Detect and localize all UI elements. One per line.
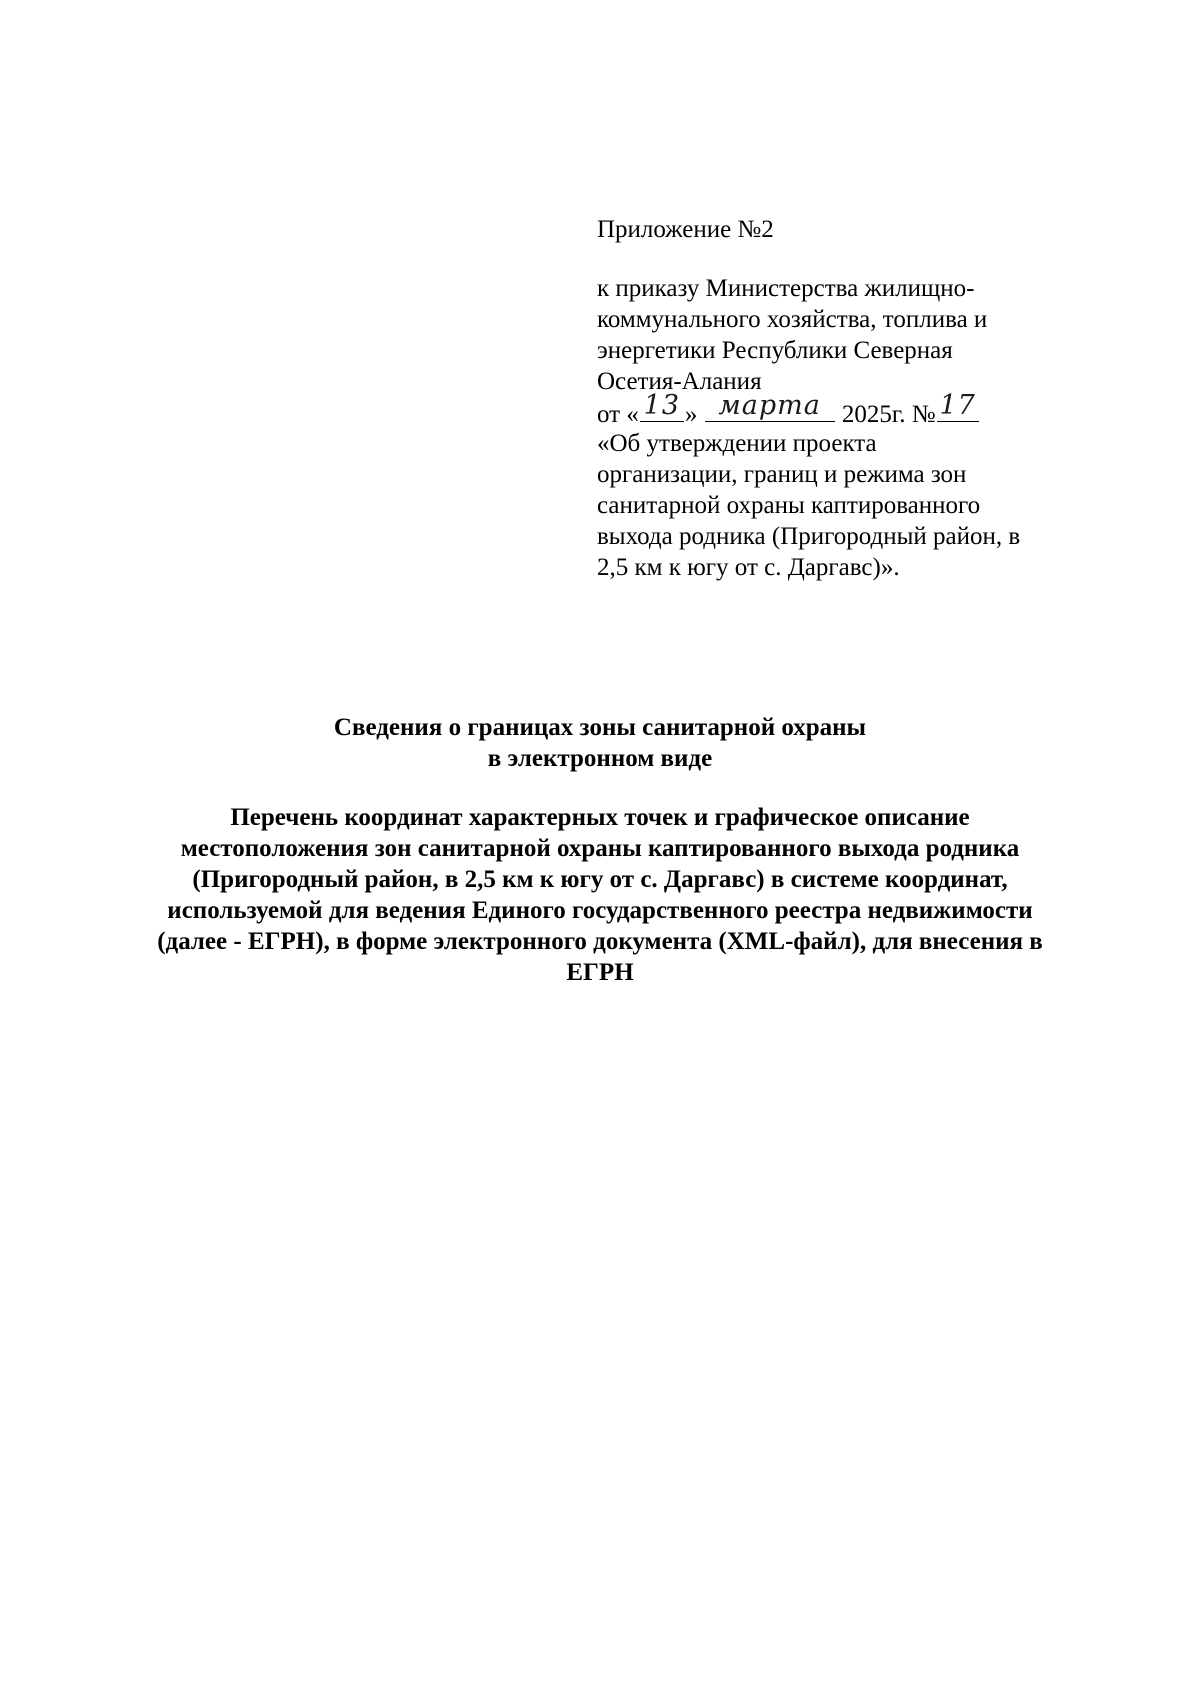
handwritten-number: 17 [939, 390, 976, 421]
section-title-line: Сведения о границах зоны санитарной охраны [333, 714, 867, 741]
section-subtitle-line: используемой для ведения Единого государственного реестра недвижимости [167, 897, 1033, 924]
order-reference-line: к приказу Министерства жилищно- [597, 275, 975, 302]
order-subject-line: 2,5 км к югу от с. Даргавс)». [597, 554, 900, 581]
appendix-title: Приложение №2 [597, 216, 774, 243]
section-subtitle-line: (Пригородный район, в 2,5 км к югу от с. Даргавс) в системе координат, [192, 866, 1008, 893]
section-subtitle-line: ЕГРН [566, 959, 634, 986]
date-day-close: » [684, 401, 698, 428]
section-title-line: в электронном виде [487, 745, 713, 772]
order-subject-line: организации, границ и режима зон [597, 461, 967, 488]
order-reference-line: коммунального хозяйства, топлива и [597, 306, 988, 333]
section-title [100, 712, 1100, 774]
section-subtitle-line: местоположения зон санитарной охраны каптированного выхода родника [180, 835, 1020, 862]
order-subject-line: санитарной охраны каптированного [597, 492, 981, 519]
section-subtitle-line: Перечень координат характерных точек и графическое описание [230, 804, 970, 831]
day-field [640, 390, 684, 422]
handwritten-day: 13 [643, 390, 681, 421]
date-prefix: от « [597, 401, 639, 428]
handwritten-month: марта [718, 390, 821, 421]
order-year-label: 2025г. № [841, 401, 936, 428]
order-subject-line: выхода родника (Пригородный район, в [597, 523, 1021, 550]
number-field [937, 390, 979, 422]
section-subtitle-line: (далее - ЕГРН), в форме электронного документа (XML-файл), для внесения в [157, 928, 1043, 955]
month-field [705, 390, 835, 422]
order-date-line [597, 390, 1097, 428]
order-reference [597, 273, 1097, 583]
order-reference-line: энергетики Республики Северная [597, 337, 953, 364]
section-subtitle [100, 802, 1100, 988]
order-subject-line: «Об утверждении проекта [597, 430, 877, 457]
order-reference-line: Осетия-Алания [597, 368, 762, 395]
